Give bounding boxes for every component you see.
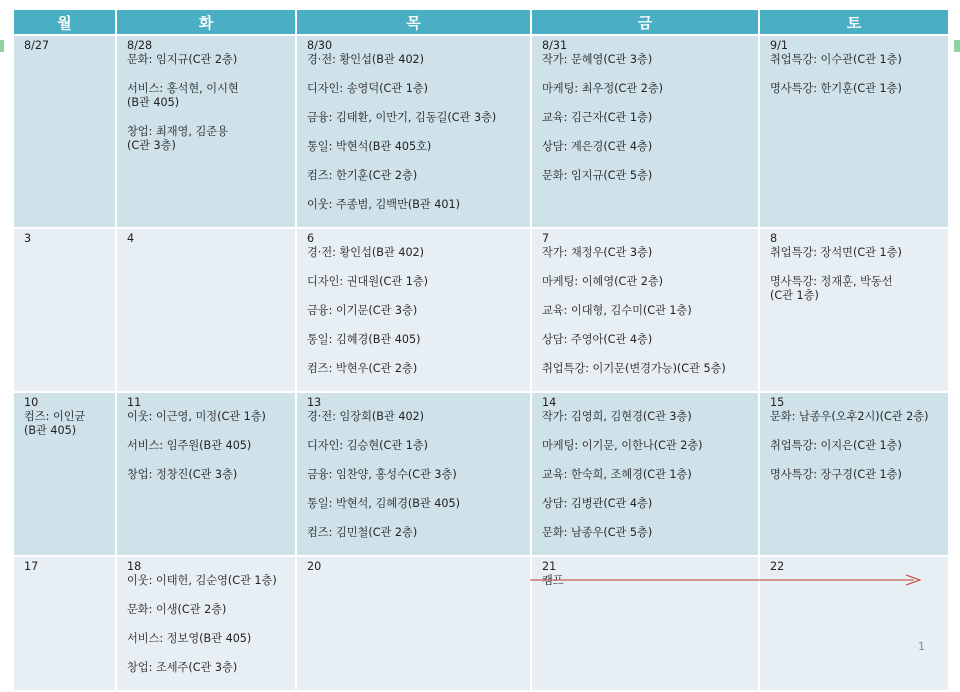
header-tue: 화 (116, 9, 296, 35)
session-entry: 교육: 김근자(C관 1층) (542, 111, 653, 124)
header-mon: 월 (13, 9, 116, 35)
session-entry: 서비스: 정보영(B관 405) (127, 632, 252, 645)
day-date: 18 (127, 560, 142, 573)
session-entry: 문화: 남종우(오후2시)(C관 2층) (770, 410, 929, 423)
session-entry: 취업특강: 이수관(C관 1층) (770, 53, 902, 66)
header-thu: 목 (296, 9, 531, 35)
session-entry: 통일: 김혜경(B관 405) (307, 333, 421, 346)
session-entry: 취업특강: 이기문(변경가능)(C관 5층) (542, 362, 726, 375)
day-cell (116, 228, 296, 392)
session-entry: 컴즈: 한기훈(C관 2층) (307, 169, 418, 182)
session-entry: 통일: 박현석(B관 405호) (307, 140, 432, 153)
session-entry: 서비스: 홍석현, 이시현 (B관 405) (127, 82, 239, 109)
session-entry: 창업: 최재영, 김준용 (C관 3층) (127, 125, 228, 152)
session-entry: 작가: 채정우(C관 3층) (542, 246, 653, 259)
day-date: 22 (770, 560, 785, 573)
day-cell (296, 392, 531, 556)
session-entry: 상담: 김병관(C관 4층) (542, 497, 653, 510)
week-row (13, 35, 949, 228)
session-entry: 교육: 한숙희, 조혜경(C관 1층) (542, 468, 692, 481)
session-entry: 통일: 박현석, 김혜경(B관 405) (307, 497, 461, 510)
day-cell (296, 35, 531, 228)
session-entry: 창업: 조세주(C관 3층) (127, 661, 238, 674)
day-cell (759, 392, 949, 556)
week-row (13, 392, 949, 556)
day-date: 8/27 (24, 39, 50, 52)
session-entry: 문화: 남종우(C관 5층) (542, 526, 653, 539)
day-date: 4 (127, 232, 135, 245)
session-entry: 경·전: 황인섭(B관 402) (307, 53, 425, 66)
day-cell (13, 392, 116, 556)
slide-accent-right (954, 40, 960, 52)
day-cell (13, 35, 116, 228)
day-date: 11 (127, 396, 142, 409)
session-entry: 명사특강: 정재훈, 박동선 (C관 1층) (770, 275, 893, 302)
session-entry: 문화: 임지규(C관 2층) (127, 53, 238, 66)
session-entry: 디자인: 김승현(C관 1층) (307, 439, 428, 452)
day-cell (531, 35, 759, 228)
day-date: 6 (307, 232, 315, 245)
day-date: 3 (24, 232, 32, 245)
session-entry: 마케팅: 이혜영(C관 2층) (542, 275, 663, 288)
day-date: 20 (307, 560, 322, 573)
session-entry: 작가: 문혜영(C관 3층) (542, 53, 653, 66)
session-entry: 상담: 주영아(C관 4층) (542, 333, 653, 346)
day-cell (13, 228, 116, 392)
week-row (13, 228, 949, 392)
session-entry: 디자인: 송영덕(C관 1층) (307, 82, 428, 95)
session-entry: 이웃: 주종범, 김백만(B관 401) (307, 198, 461, 211)
day-date: 8/30 (307, 39, 333, 52)
day-cell (531, 392, 759, 556)
day-date: 13 (307, 396, 322, 409)
day-date: 9/1 (770, 39, 789, 52)
camp-span-arrow (530, 574, 922, 586)
session-entry: 이웃: 이태헌, 김순영(C관 1층) (127, 574, 277, 587)
session-entry: 컴즈: 이인균 (B관 405) (24, 410, 86, 437)
day-cell (296, 556, 531, 691)
session-entry: 마케팅: 최우정(C관 2층) (542, 82, 663, 95)
session-entry: 서비스: 임주원(B관 405) (127, 439, 252, 452)
day-cell (116, 35, 296, 228)
day-date: 7 (542, 232, 550, 245)
session-entry: 경·전: 황인섭(B관 402) (307, 246, 425, 259)
day-date: 8 (770, 232, 778, 245)
header-sat: 토 (759, 9, 949, 35)
day-date: 14 (542, 396, 557, 409)
header-fri: 금 (531, 9, 759, 35)
day-date: 10 (24, 396, 39, 409)
session-entry: 금융: 김태환, 이만기, 김동길(C관 3층) (307, 111, 497, 124)
day-cell (759, 35, 949, 228)
slide-accent-left (0, 40, 4, 52)
session-entry: 작가: 김영희, 김현경(C관 3층) (542, 410, 692, 423)
day-cell (296, 228, 531, 392)
session-entry: 컴즈: 김민철(C관 2층) (307, 526, 418, 539)
session-entry: 취업특강: 이지은(C관 1층) (770, 439, 902, 452)
session-entry: 명사특강: 장구경(C관 1층) (770, 468, 902, 481)
session-entry: 상담: 계은경(C관 4층) (542, 140, 653, 153)
day-cell (531, 228, 759, 392)
session-entry: 이웃: 이근영, 미정(C관 1층) (127, 410, 266, 423)
day-date: 17 (24, 560, 39, 573)
session-entry: 취업특강: 장석면(C관 1층) (770, 246, 902, 259)
session-entry: 문화: 임지규(C관 5층) (542, 169, 653, 182)
day-date: 15 (770, 396, 785, 409)
session-entry: 금융: 임찬양, 홍성수(C관 3층) (307, 468, 457, 481)
day-cell (759, 228, 949, 392)
day-cell (116, 392, 296, 556)
day-date: 8/28 (127, 39, 153, 52)
session-entry: 명사특강: 한기훈(C관 1층) (770, 82, 902, 95)
day-date: 8/31 (542, 39, 568, 52)
session-entry: 캠프 (542, 574, 564, 587)
session-entry: 금융: 이기문(C관 3층) (307, 304, 418, 317)
session-entry: 경·전: 임장회(B관 402) (307, 410, 425, 423)
day-cell (13, 556, 116, 691)
schedule-calendar-table (12, 8, 950, 692)
session-entry: 마케팅: 이기문, 이한나(C관 2층) (542, 439, 703, 452)
session-entry: 창업: 정창진(C관 3층) (127, 468, 238, 481)
day-date: 21 (542, 560, 557, 573)
session-entry: 디자인: 권대원(C관 1층) (307, 275, 428, 288)
day-cell (116, 556, 296, 691)
weekday-header-row (13, 9, 949, 35)
page-number: 1 (918, 640, 925, 653)
session-entry: 문화: 이생(C관 2층) (127, 603, 227, 616)
session-entry: 교육: 이대형, 김수미(C관 1층) (542, 304, 692, 317)
session-entry: 컴즈: 박현우(C관 2층) (307, 362, 418, 375)
